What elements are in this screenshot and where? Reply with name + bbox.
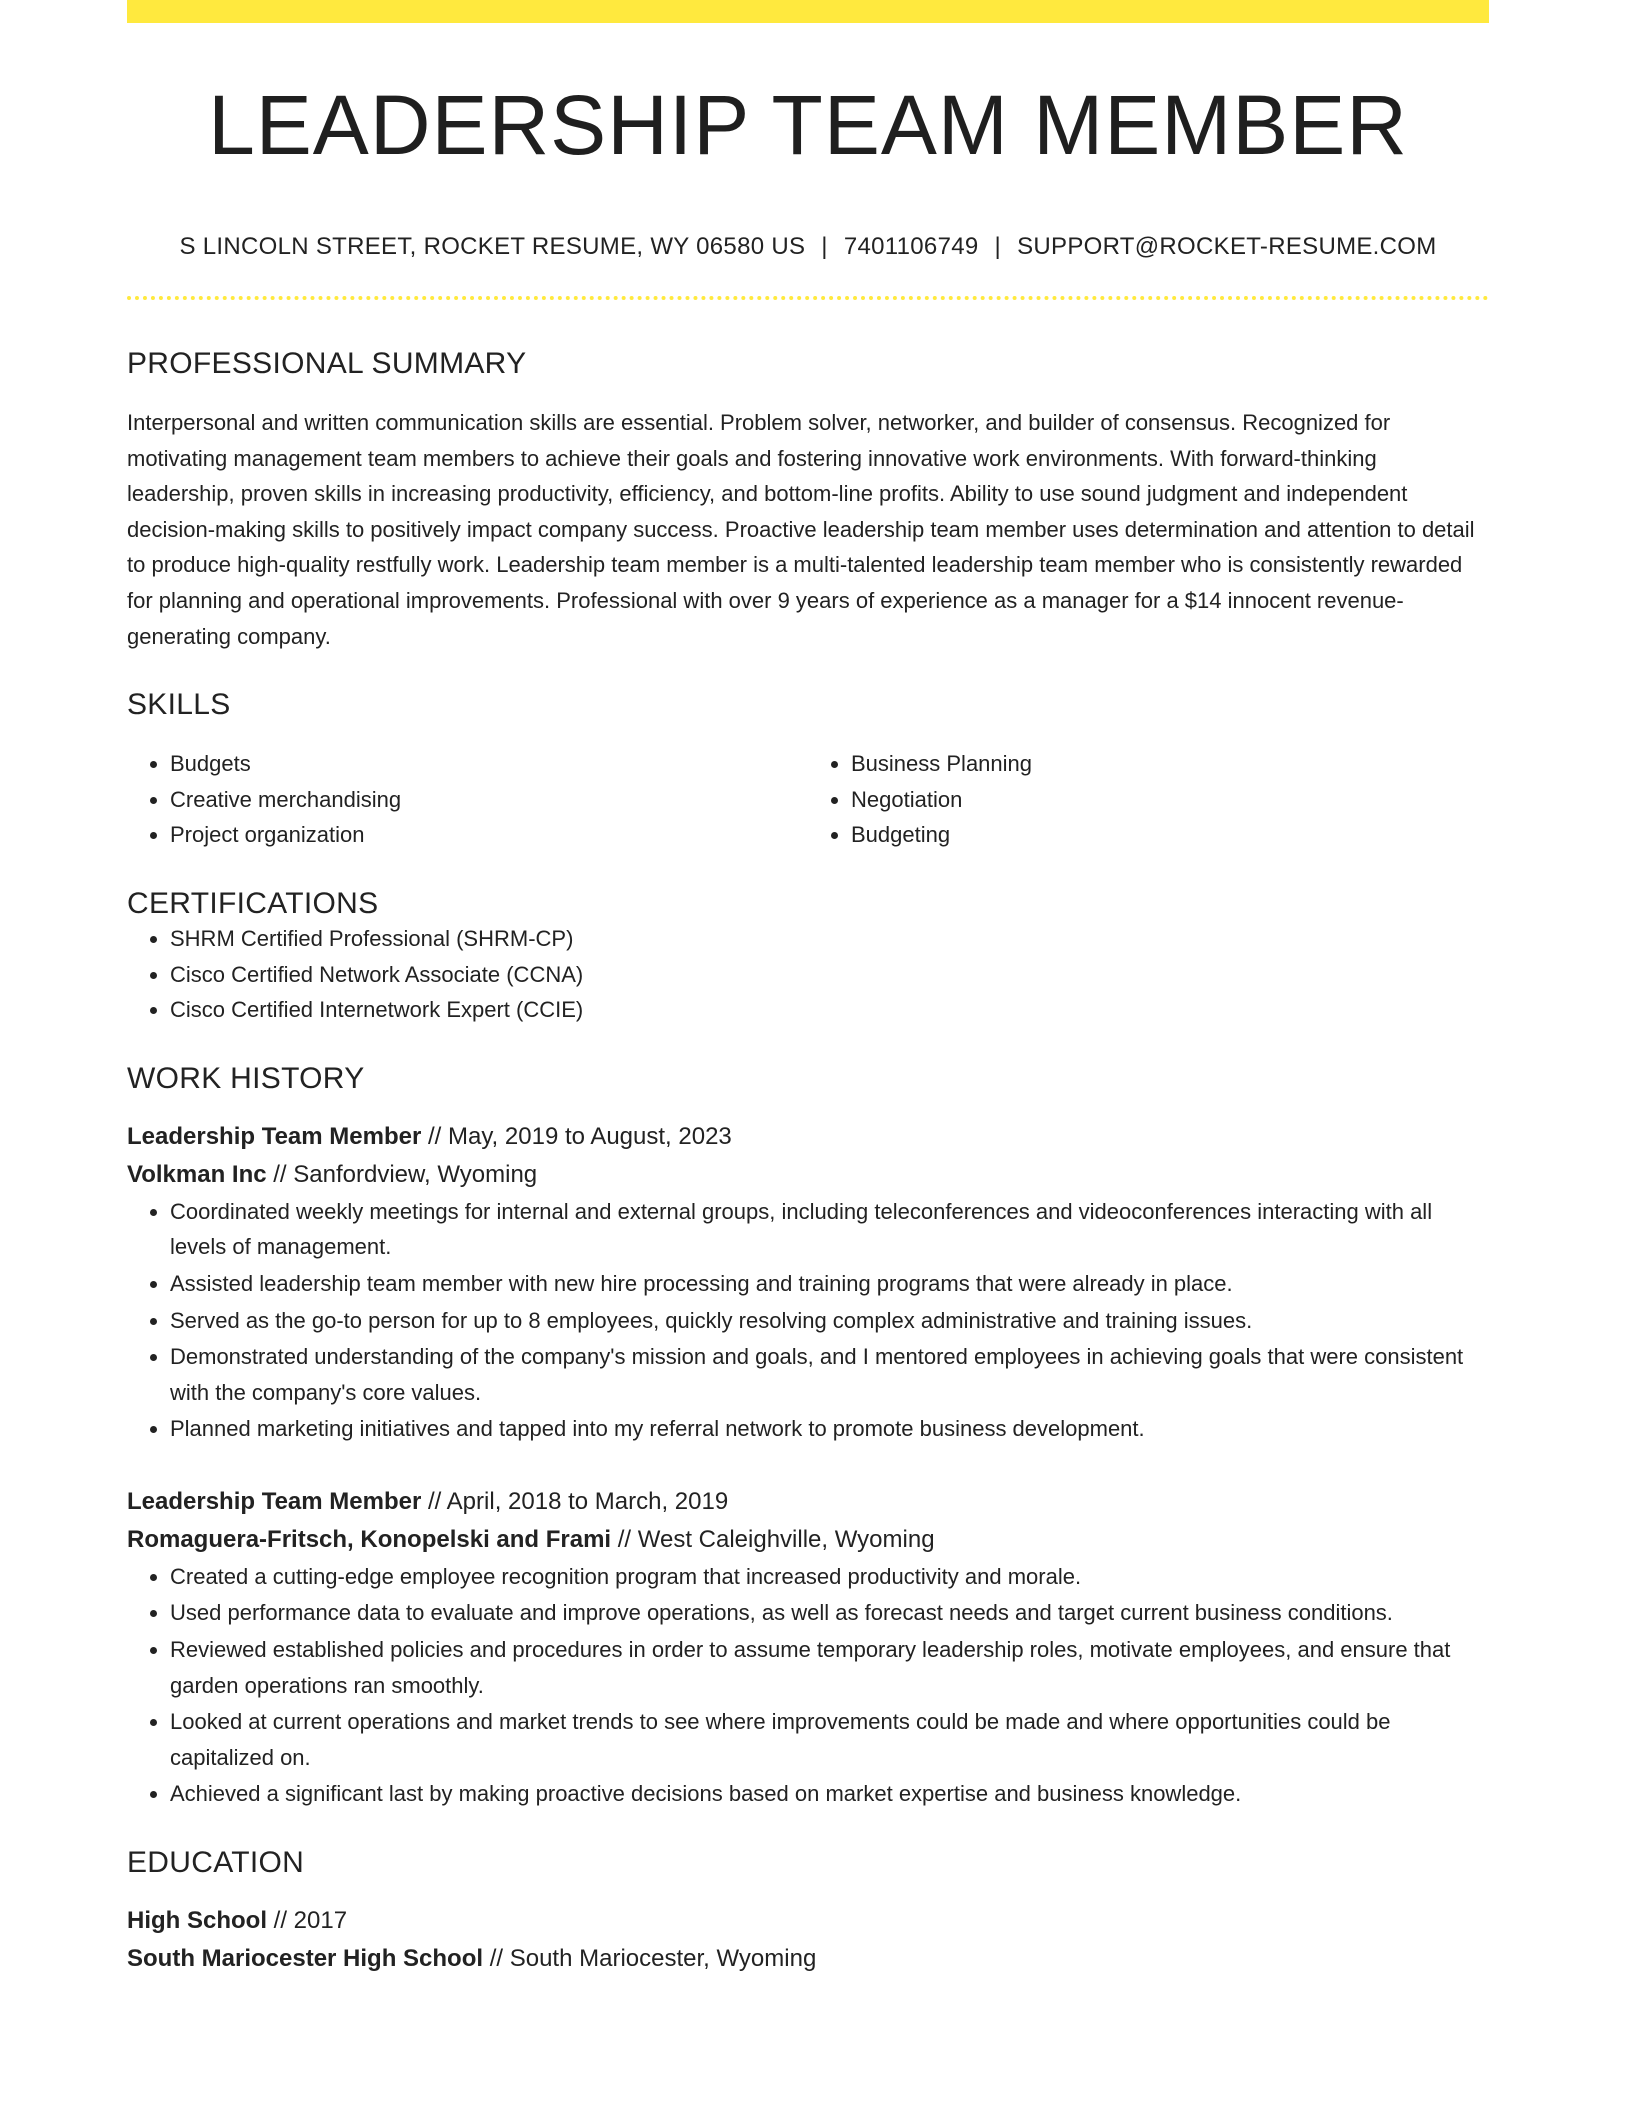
job-entry <box>127 1118 1489 1447</box>
skill-item: • Project organization <box>170 817 808 853</box>
work-history-heading: WORK HISTORY <box>127 1061 365 1095</box>
education-school: South Mariocester High School <box>127 1945 484 1973</box>
skills-list-right <box>808 746 1489 853</box>
job-title-line <box>127 1483 1489 1521</box>
summary-heading: PROFESSIONAL SUMMARY <box>127 347 527 380</box>
education-entry <box>127 1902 1489 1978</box>
contact-line <box>127 233 1489 261</box>
job-company-line <box>127 1521 1489 1559</box>
skills-list-left <box>127 746 808 853</box>
contact-address: S LINCOLN STREET, ROCKET RESUME, WY 06580 US <box>179 233 806 260</box>
job-bullets <box>127 1559 1489 1812</box>
summary-text: Interpersonal and written communication skills are essential. Problem solver, networker, and builder of consensus. Recognized for motivating management team members to achieve their goals and fostering innovative work environments. With forward-thinking leadership, proven skills in increasing productivity, efficiency, and bottom-line profits. Ability to use sound judgment and independent decision-making skills to positively impact company success. Proactive leadership team member uses determination and attention to detail to produce high-quality restfully work. Leadership team member is a multi-talented leadership team member who is consistently rewarded for planning and operational improvements. Professional with over 9 years of experience as a manager for a $14 innocent revenue-generating company. <box>127 410 1475 649</box>
certifications-heading: CERTIFICATIONS <box>127 886 379 920</box>
job-bullet: • Coordinated weekly meetings for internal and external groups, including teleconferences and videoconferences interacting with all levels of management. <box>170 1194 1489 1265</box>
job-bullets <box>127 1194 1489 1447</box>
job-role: Leadership Team Member <box>127 1122 422 1150</box>
resume-name: LEADERSHIP TEAM MEMBER <box>208 78 1408 172</box>
resume-page <box>127 0 1489 1978</box>
job-bullet: • Created a cutting-edge employee recognition program that increased productivity and morale. <box>170 1559 1489 1595</box>
certifications-list <box>127 921 1489 1028</box>
job-bullet: • Reviewed established policies and procedures in order to assume temporary leadership roles, motivate employees, and ensure that garden operations ran smoothly. <box>170 1632 1489 1703</box>
skill-item: • Budgets <box>170 746 808 782</box>
skill-item: • Budgeting <box>851 817 1489 853</box>
education-location: // South Mariocester, Wyoming <box>483 1945 817 1973</box>
education-heading: EDUCATION <box>127 1846 305 1880</box>
skills-heading: SKILLS <box>127 688 231 722</box>
education-degree-line <box>127 1902 1489 1940</box>
job-location: // Sanfordview, Wyoming <box>266 1160 538 1188</box>
job-bullet: • Looked at current operations and market trends to see where improvements could be made and where opportunities could be capitalized on. <box>170 1704 1489 1775</box>
job-dates: // April, 2018 to March, 2019 <box>421 1487 729 1515</box>
accent-bar <box>127 0 1489 23</box>
dotted-divider <box>127 296 1489 300</box>
job-company-line <box>127 1156 1489 1194</box>
skill-item: • Business Planning <box>851 746 1489 782</box>
job-bullet: • Planned marketing initiatives and tapped into my referral network to promote business development. <box>170 1411 1489 1447</box>
job-bullet: • Served as the go-to person for up to 8 employees, quickly resolving complex administrative and training issues. <box>170 1303 1489 1339</box>
job-bullet: • Assisted leadership team member with new hire processing and training programs that were already in place. <box>170 1266 1489 1302</box>
skills-columns <box>127 746 1489 853</box>
education-school-line <box>127 1940 1489 1978</box>
job-company: Romaguera-Fritsch, Konopelski and Frami <box>127 1525 612 1553</box>
contact-separator: | <box>994 233 1002 260</box>
job-entry <box>127 1483 1489 1812</box>
contact-email[interactable]: SUPPORT@ROCKET-RESUME.COM <box>1017 233 1437 260</box>
job-company: Volkman Inc <box>127 1160 267 1188</box>
contact-phone: 7401106749 <box>843 233 979 260</box>
certification-item: • Cisco Certified Network Associate (CCNA) <box>170 957 1489 993</box>
skill-item: • Creative merchandising <box>170 782 808 818</box>
skill-item: • Negotiation <box>851 782 1489 818</box>
job-bullet: • Used performance data to evaluate and improve operations, as well as forecast needs and target current business conditions. <box>170 1595 1489 1631</box>
education-year: // 2017 <box>267 1907 348 1935</box>
job-bullet: • Demonstrated understanding of the company's mission and goals, and I mentored employees in achieving goals that were consistent with the company's core values. <box>170 1339 1489 1410</box>
job-bullet: • Achieved a significant last by making proactive decisions based on market expertise and business knowledge. <box>170 1776 1489 1812</box>
certification-item: • SHRM Certified Professional (SHRM-CP) <box>170 921 1489 957</box>
certification-item: • Cisco Certified Internetwork Expert (CCIE) <box>170 992 1489 1028</box>
education-degree: High School <box>127 1907 267 1935</box>
job-dates: // May, 2019 to August, 2023 <box>421 1122 732 1150</box>
job-role: Leadership Team Member <box>127 1487 422 1515</box>
contact-separator: | <box>821 233 828 260</box>
job-location: // West Caleighville, Wyoming <box>611 1525 935 1553</box>
job-title-line <box>127 1118 1489 1156</box>
